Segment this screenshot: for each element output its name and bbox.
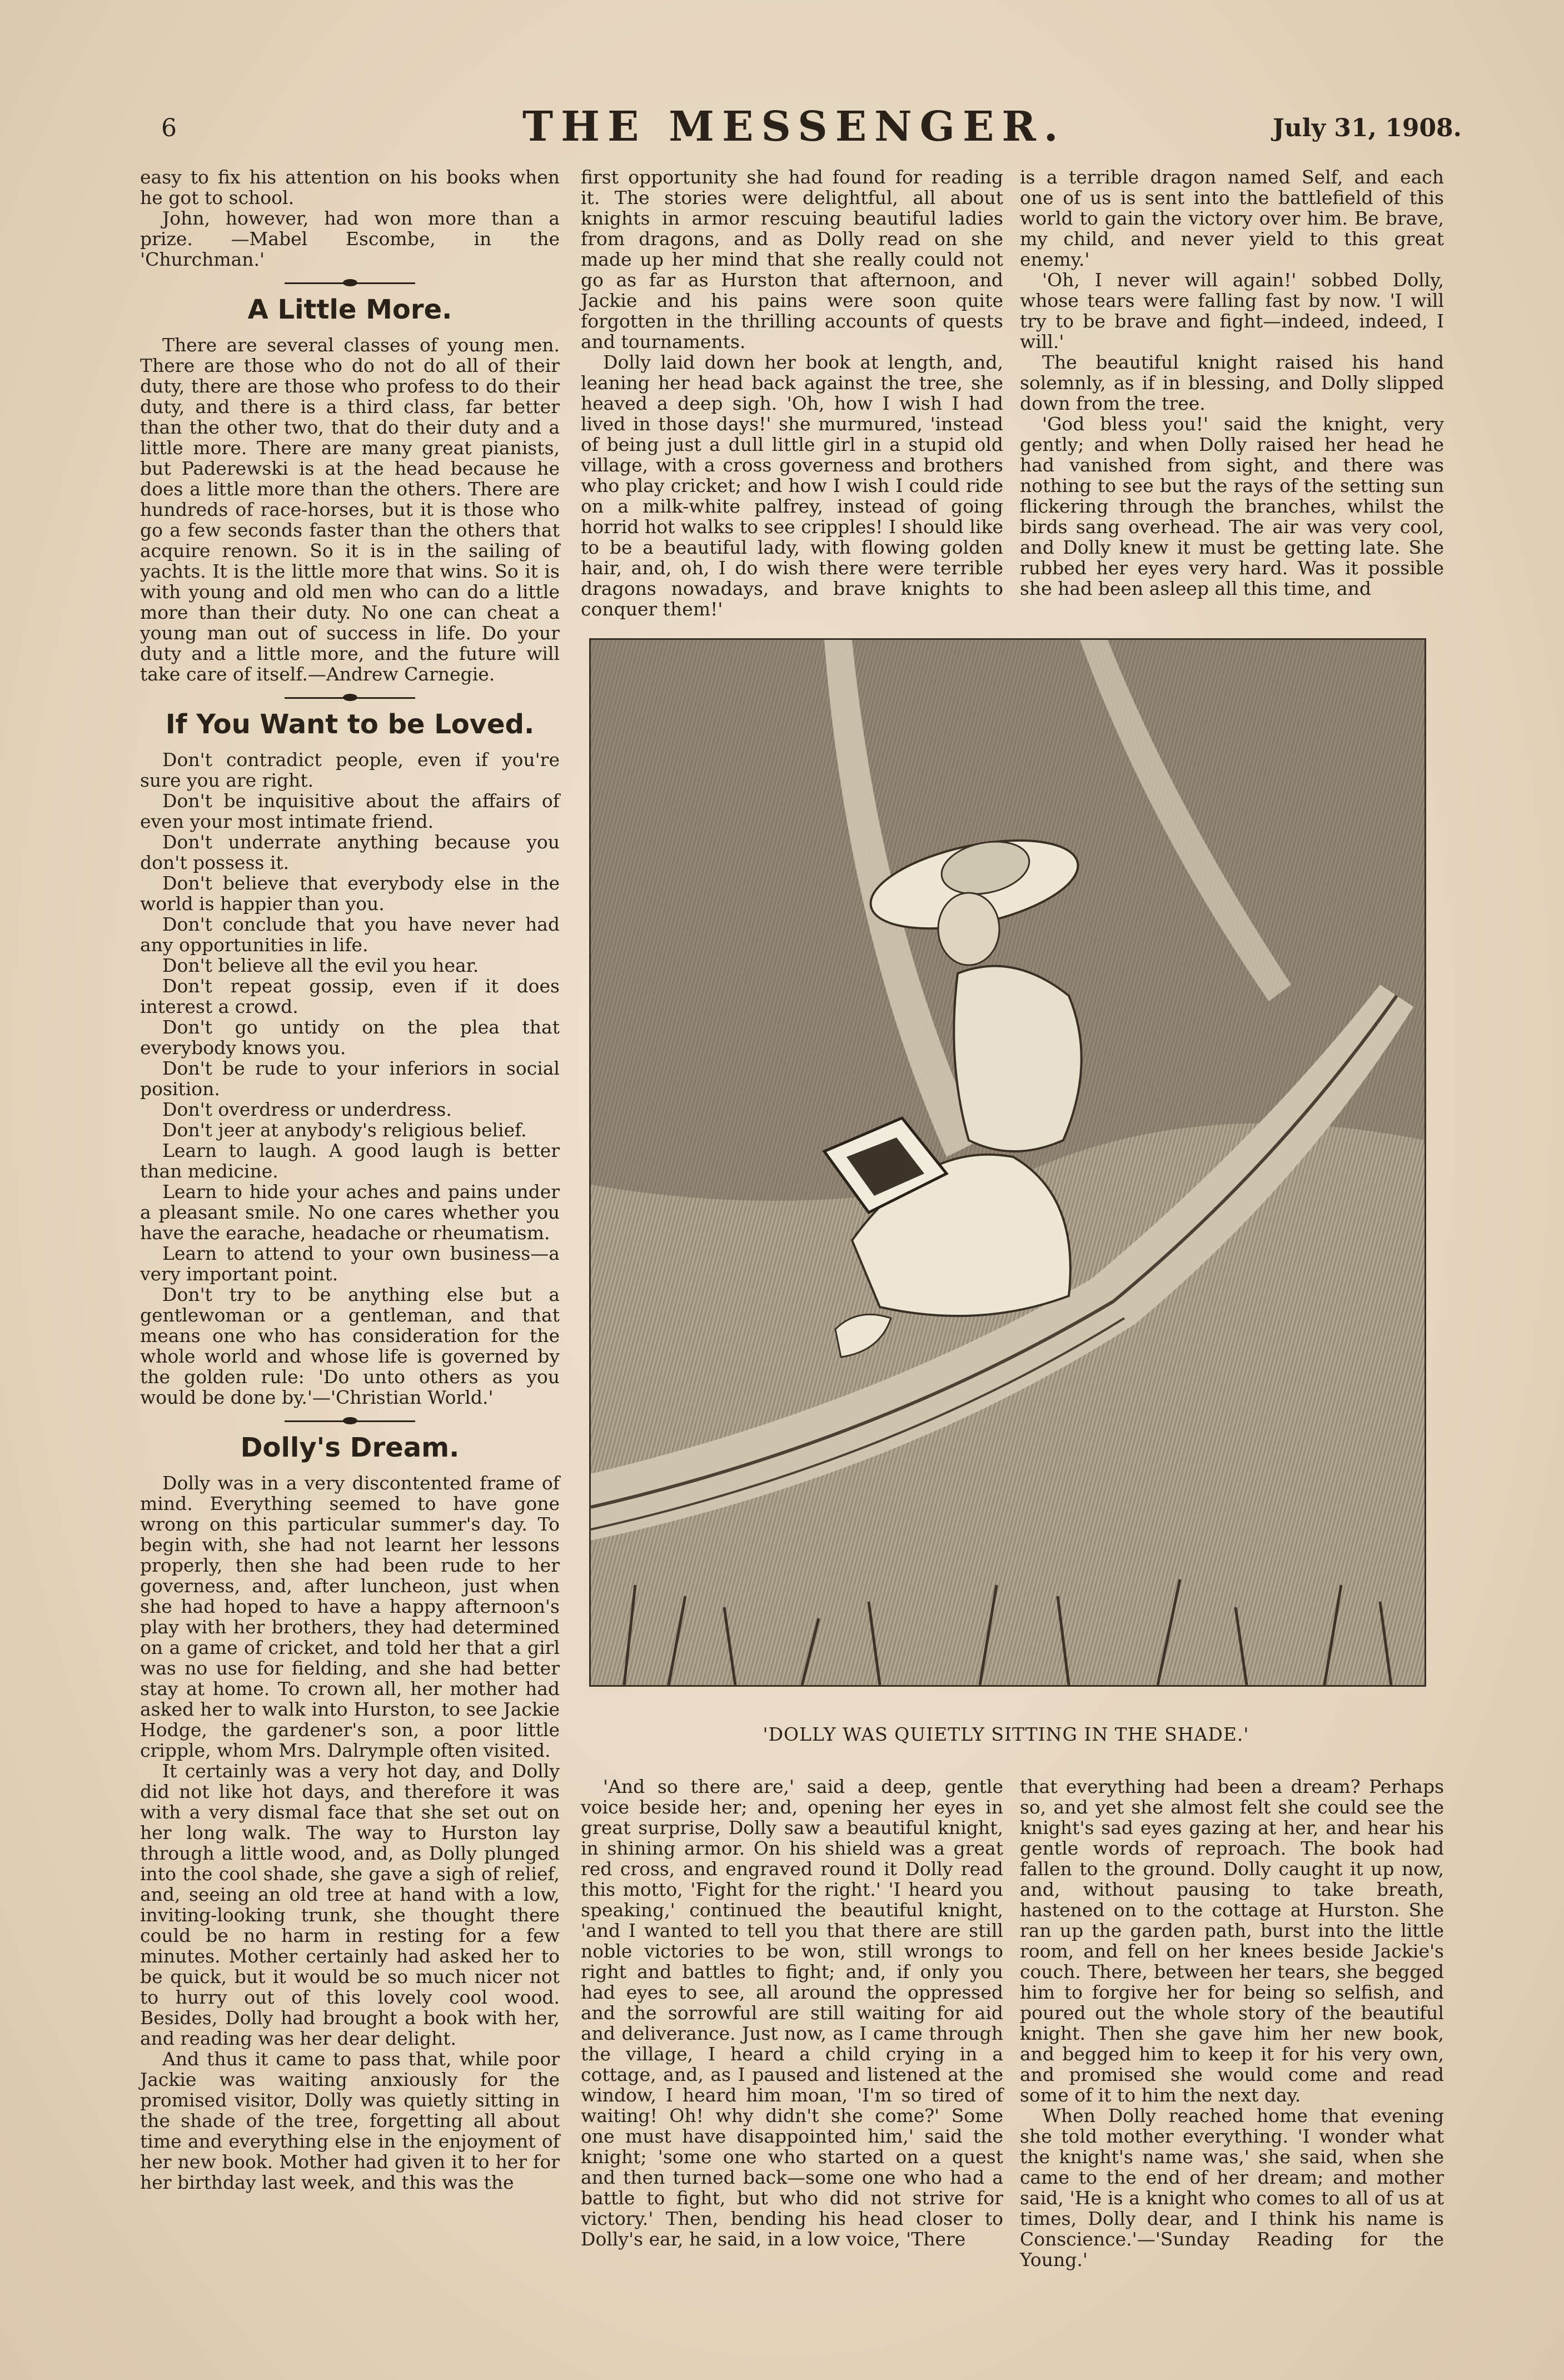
loved-item: Don't be inquisitive about the affairs of even your most intimate friend. xyxy=(140,790,560,832)
dolly-paragraph: Dolly laid down her book at length, and, leaning her head back against the tree, she heaved a deep sigh. 'Oh, how I wish I had lived in those days!' she murmured, 'instead of being just a dull little girl in a stupid old village, with a cross governess and brothers who play cricket; and how I wish I could ride on a milk-white palfrey, instead of going horrid hot walks to see cripples! I should like to be a beautiful lady, with flowing golden hair, and, oh, I do wish there were terrible dragons nowadays, and brave knights to conquer them!' xyxy=(581,351,1003,620)
newspaper-title: THE MESSENGER. xyxy=(522,103,1066,151)
dolly-paragraph: The beautiful knight raised his hand solemnly, as if in blessing, and Dolly slipped down from the tree. xyxy=(1020,351,1444,414)
loved-item: Learn to attend to your own business—a very important point. xyxy=(140,1243,560,1285)
dolly-paragraph: It certainly was a very hot day, and Dolly did not like hot days, and therefore it was with a very dismal face that she set out on her long walk. The way to Hurston lay through a little wood, and, as Dolly plunged into the cool shade, she gave a sigh of relief, and, seeing an old tree at hand with a low, inviting-looking trunk, she thought there could be no harm in resting for a few minutes. Mother certainly had asked her to be quick, but it would be so much nicer not to hurry out of this lovely cool wood. Besides, Dolly had brought a book with her, and reading was her dear delight. xyxy=(140,1760,560,2049)
illustration-engraving xyxy=(589,638,1426,1687)
issue-date: July 31, 1908. xyxy=(1272,114,1462,142)
section-divider xyxy=(140,276,560,290)
section-divider xyxy=(140,1414,560,1428)
loved-item: Don't try to be anything else but a gentlewoman or a gentleman, and that means one who has consideration for the whole world and whose life is governed by the golden rule: 'Do unto others as you would be done by.'—'Christian World.' xyxy=(140,1284,560,1408)
article-title-loved: If You Want to be Loved. xyxy=(165,709,535,740)
dolly-paragraph: When Dolly reached home that evening she told mother everything. 'I wonder what the knight's name was,' she said, when she came to the end of her dream; and mother said, 'He is a knight who comes to all of us at times, Dolly dear, and I think his name is Conscience.'—'Sunday Reading for the Young.' xyxy=(1020,2105,1444,2270)
dolly-paragraph: 'Oh, I never will again!' sobbed Dolly, whose tears were falling fast by now. 'I will try to be brave and fight—indeed, indeed, I will.' xyxy=(1020,269,1444,352)
loved-item: Don't contradict people, even if you're sure you are right. xyxy=(140,749,560,791)
dolly-paragraph: 'God bless you!' said the knight, very gently; and when Dolly raised her head he had vanished from sight, and there was nothing to see but the rays of the setting sun flickering through the branches, whilst the birds sang overhead. The air was very cool, and Dolly knew it must be getting late. She rubbed her eyes very hard. Was it possible she had been asleep all this time, and xyxy=(1020,413,1444,599)
loved-item: Learn to hide your aches and pains under a pleasant smile. No one cares whether you have the earache, headache or rheumatism. xyxy=(140,1181,560,1244)
dolly-paragraph: is a terrible dragon named Self, and each one of us is sent into the battlefield of this world to gain the victory over him. Be brave, my child, and never yield to this great enemy.' xyxy=(1020,166,1444,270)
loved-item: Don't underrate anything because you don't possess it. xyxy=(140,831,560,873)
column-right-top xyxy=(1020,167,1444,599)
loved-list xyxy=(140,749,560,1408)
column-right-bottom xyxy=(1020,1776,1444,2270)
loved-item: Don't conclude that you have never had any opportunities in life. xyxy=(140,913,560,956)
loved-item: Don't believe all the evil you hear. xyxy=(162,955,479,976)
loved-item: Don't jeer at anybody's religious belief. xyxy=(162,1119,527,1141)
intro-paragraph-credit: John, however, had won more than a prize. —Mabel Escombe, in the 'Churchman.' xyxy=(140,207,560,270)
column-left xyxy=(140,167,560,2193)
loved-item: Don't go untidy on the plea that everybody knows you. xyxy=(140,1016,560,1059)
page-number: 6 xyxy=(161,114,177,142)
dolly-paragraph: 'And so there are,' said a deep, gentle voice beside her; and, opening her eyes in great surprise, Dolly saw a beautiful knight, in shining armor. On his shield was a great red cross, and engraved round it Dolly read this motto, 'Fight for the right.' 'I heard you speaking,' continued the beautiful knight, 'and I wanted to tell you that there are still noble victories to be won, still wrongs to right and battles to fight; and, if only you had eyes to see, all around the oppressed and the sorrowful are still waiting for aid and deliverance. Just now, as I came through the village, I heard a child crying in a cottage, and, as I paused and listened at the window, I heard him moan, 'I'm so tired of waiting! Oh! why didn't she come?' Some one must have disappointed him,' said the knight; 'some one who started on a quest and then turned back—some one who had a battle to fight, but who did not strive for victory.' Then, bending his head closer to Dolly's ear, he said, in a low voice, 'There xyxy=(581,1776,1003,2250)
dolly-paragraph: that everything had been a dream? Perhaps so, and yet she almost felt she could see the knight's sad eyes gazing at her, and hear his gentle words of reproach. The book had fallen to the ground. Dolly caught it up now, and, without pausing to take breath, hastened on to the cottage at Hurston. She ran up the garden path, burst into the little room, and fell on her knees beside Jackie's couch. There, between her tears, she begged him to forgive her for being so selfish, and poured out the whole story of the beautiful knight. Then she gave him her new book, and begged him to keep it for his very own, and promised she would come and read some of it to him the next day. xyxy=(1020,1776,1444,2106)
engraving-artwork xyxy=(591,640,1424,1685)
dolly-paragraph: Dolly was in a very discontented frame of mind. Everything seemed to have gone wrong on this particular summer's day. To begin with, she had not learnt her lessons properly, then she had been rude to her governess, and, after luncheon, just when she had hoped to have a happy afternoon's play with her brothers, they had determined on a game of cricket, and told her that a girl was no use for fielding, and she had better stay at home. To crown all, her mother had asked her to walk into Hurston, to see Jackie Hodge, the gardener's son, a poor little cripple, whom Mrs. Dalrymple often visited. xyxy=(140,1472,560,1761)
loved-item: Don't believe that everybody else in the world is happier than you. xyxy=(140,872,560,915)
section-divider xyxy=(140,691,560,704)
loved-item: Don't repeat gossip, even if it does interest a crowd. xyxy=(140,975,560,1017)
article-title-dolly: Dolly's Dream. xyxy=(240,1432,460,1463)
dolly-paragraph: first opportunity she had found for reading it. The stories were delightful, all about knights in armor rescuing beautiful ladies from dragons, and as Dolly read on she made up her mind that she really could not go as far as Hurston that afternoon, and Jackie and his pains were soon quite forgotten in the thrilling accounts of quests and tournaments. xyxy=(581,166,1003,352)
loved-item: Don't be rude to your inferiors in social position. xyxy=(140,1057,560,1100)
column-middle-bottom xyxy=(581,1776,1003,2249)
column-middle-top xyxy=(581,167,1003,619)
masthead xyxy=(161,103,1462,153)
article-body-little-more: There are several classes of young men. There are those who do not do all of their duty, there are those who profess to do their duty, and there is a third class, far better than the other two, that do their duty and a little more. There are many great pianists, but Paderewski is at the head because he does a little more than the others. There are hundreds of race-horses, but it is those who go a few seconds faster than the others that acquire renown. So it is in the sailing of yachts. It is the little more that wins. So it is with young and old men who can do a little more than their duty. No one can cheat a young man out of success in life. Do your duty and a little more, and the future will take care of itself.—Andrew Carnegie. xyxy=(140,334,560,685)
loved-item: Learn to laugh. A good laugh is better than medicine. xyxy=(140,1140,560,1182)
illustration-caption: 'DOLLY WAS QUIETLY SITTING IN THE SHADE.' xyxy=(763,1723,1249,1745)
loved-item: Don't overdress or underdress. xyxy=(162,1099,452,1120)
article-title-little-more: A Little More. xyxy=(247,294,452,325)
intro-paragraph: easy to fix his attention on his books when he got to school. xyxy=(140,166,560,208)
dolly-paragraph: And thus it came to pass that, while poor Jackie was waiting anxiously for the promised visitor, Dolly was quietly sitting in the shade of the tree, forgetting all about time and everything else in the enjoyment of her new book. Mother had given it to her for her birthday last week, and this was the xyxy=(140,2048,560,2193)
